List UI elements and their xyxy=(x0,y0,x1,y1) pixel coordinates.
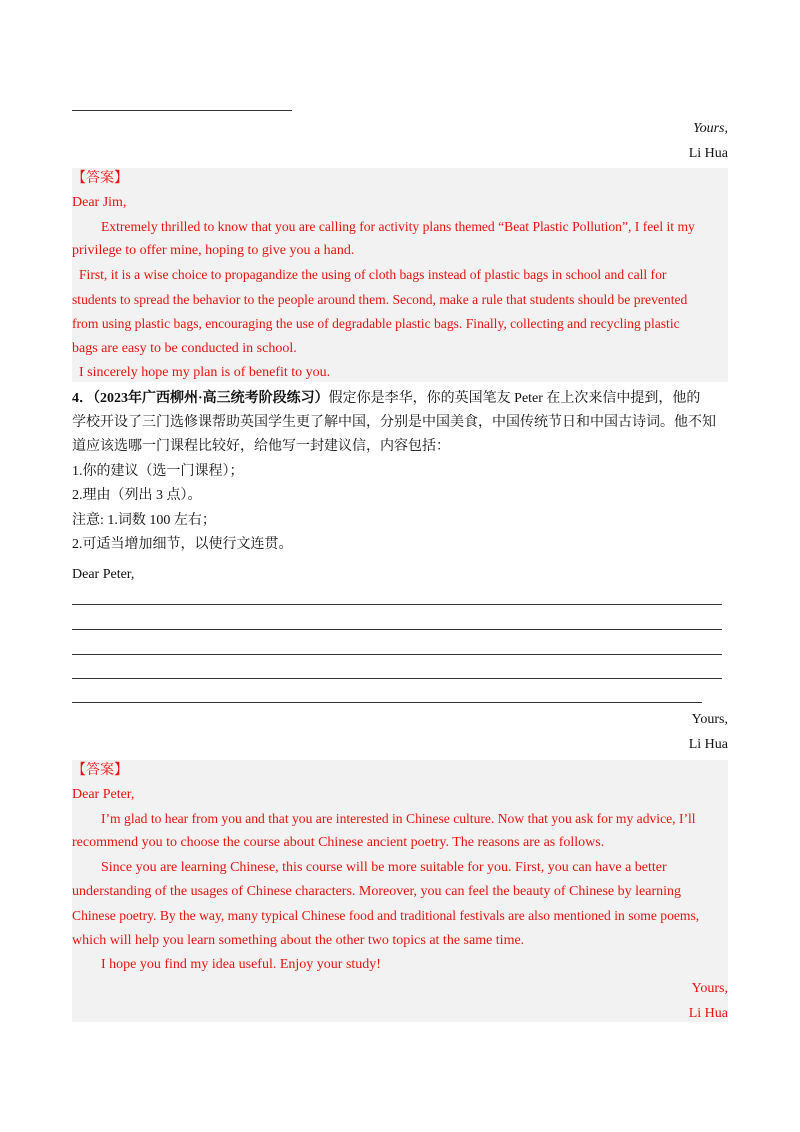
answer-line: First, it is a wise choice to propagandize the using of cloth bags instead of plastic bags in school and call for xyxy=(79,267,667,282)
signature-name: Li Hua xyxy=(688,1006,728,1021)
question-note: 2.可适当增加细节，以使行文连贯。 xyxy=(72,537,293,552)
question-item: 2.理由（列出 3 点）。 xyxy=(72,488,202,503)
question-source: （2023年广西柳州·高三统考阶段练习） xyxy=(93,391,329,406)
writing-line[interactable] xyxy=(72,702,702,703)
answer-line: I sincerely hope my plan is of benefit to you. xyxy=(79,365,331,380)
answer-line: understanding of the usages of Chinese characters. Moreover, you can feel the beauty of Chinese by learning xyxy=(72,884,682,899)
answer-tag: 【答案】 xyxy=(72,171,128,186)
question-header xyxy=(72,390,700,408)
writing-line[interactable] xyxy=(72,678,722,679)
question-note: 注意: 1.词数 100 左右； xyxy=(72,513,216,528)
writing-line[interactable] xyxy=(72,629,722,630)
writing-line[interactable] xyxy=(72,604,722,605)
signature-closing: Yours, xyxy=(693,121,728,136)
answer-line: recommend you to choose the course about Chinese ancient poetry. The reasons are as follows. xyxy=(72,835,605,850)
answer-line: privilege to offer mine, hoping to give you a hand. xyxy=(72,243,355,258)
question-number: 4． xyxy=(72,391,93,406)
answer-line: Extremely thrilled to know that you are calling for activity plans themed “Beat Plastic Pollution”, I feel it my xyxy=(101,219,695,234)
answer-line: I hope you find my idea useful. Enjoy your study! xyxy=(101,957,381,972)
answer-line: bags are easy to be conducted in school. xyxy=(72,341,297,356)
answer-greeting: Dear Jim, xyxy=(72,195,127,210)
answer-line: which will help you learn something about the other two topics at the same time. xyxy=(72,933,525,948)
signature-name: Li Hua xyxy=(688,146,728,161)
answer-line: students to spread the behavior to the people around them. Second, make a rule that students should be prevented xyxy=(72,292,688,307)
answer-line: Since you are learning Chinese, this course will be more suitable for you. First, you can have a better xyxy=(101,860,667,875)
question-prompt-line: 道应该选哪一门课程比较好，给他写一封建议信，内容包括： xyxy=(72,439,450,454)
writing-line[interactable] xyxy=(72,654,722,655)
answer-greeting: Dear Peter, xyxy=(72,787,135,802)
signature-name: Li Hua xyxy=(688,737,728,752)
question-prompt: 假定你是李华，你的英国笔友 Peter 在上次来信中提到，他的 xyxy=(328,391,701,406)
answer-tag: 【答案】 xyxy=(72,763,128,778)
answer-line: Chinese poetry. By the way, many typical Chinese food and traditional festivals are also mentioned in some poems, xyxy=(72,908,700,923)
question-item: 1.你的建议（选一门课程）； xyxy=(72,464,244,479)
answer-line: from using plastic bags, encouraging the use of degradable plastic bags. Finally, collecting and recycling plastic xyxy=(72,316,680,331)
signature-closing: Yours, xyxy=(691,981,728,996)
question-prompt-line: 学校开设了三门选修课帮助英国学生更了解中国，分别是中国美食，中国传统节日和中国古诗词。他不知 xyxy=(72,415,716,430)
writing-line xyxy=(72,110,292,111)
answer-line: I’m glad to hear from you and that you are interested in Chinese culture. Now that you ask for my advice, I’ll xyxy=(101,811,696,826)
letter-greeting: Dear Peter, xyxy=(72,567,135,582)
signature-closing: Yours, xyxy=(691,712,728,727)
